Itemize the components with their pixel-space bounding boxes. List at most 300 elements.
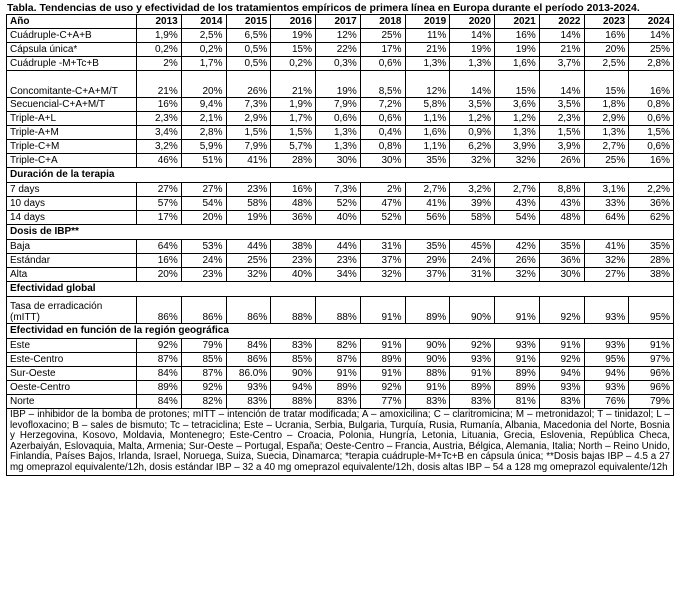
row-value: 35% [539, 240, 584, 254]
row-value: 40% [316, 211, 361, 225]
header-year-label: Año [7, 15, 137, 29]
row-label: Triple-A+L [7, 112, 137, 126]
row-value: 54% [181, 197, 226, 211]
header-year: 2020 [450, 15, 495, 29]
row-value: 87% [316, 353, 361, 367]
table-row [7, 98, 674, 112]
footnote-row [7, 409, 674, 476]
row-value: 20% [181, 71, 226, 98]
row-value: 57% [137, 197, 182, 211]
row-value: 48% [271, 197, 316, 211]
row-label: Norte [7, 395, 137, 409]
row-value: 21% [137, 71, 182, 98]
table-row [7, 197, 674, 211]
row-value: 31% [450, 268, 495, 282]
row-value: 1,2% [450, 112, 495, 126]
row-value: 38% [271, 240, 316, 254]
row-value: 2% [360, 183, 405, 197]
table-row [7, 71, 674, 98]
row-value: 2,7% [584, 140, 629, 154]
row-value: 25% [584, 154, 629, 168]
header-year: 2023 [584, 15, 629, 29]
row-value: 86% [226, 297, 271, 324]
row-value: 1,6% [405, 126, 450, 140]
row-value: 2,8% [629, 57, 674, 71]
row-value: 0,6% [360, 57, 405, 71]
row-value: 94% [271, 381, 316, 395]
row-value: 94% [539, 367, 584, 381]
row-label: Este-Centro [7, 353, 137, 367]
row-value: 42% [495, 240, 540, 254]
row-value: 3,7% [539, 57, 584, 71]
row-value: 27% [584, 268, 629, 282]
row-label: Alta [7, 268, 137, 282]
header-year: 2016 [271, 15, 316, 29]
row-value: 14% [539, 29, 584, 43]
row-value: 0,5% [226, 43, 271, 57]
row-value: 12% [405, 71, 450, 98]
row-value: 86% [226, 353, 271, 367]
row-label: 14 days [7, 211, 137, 225]
footnote-text: IBP – inhibidor de la bomba de protones; mITT – intención de tratar modificada; A – amoxicilina; C – claritromicina; M – metronidazol; T – tinidazol; L – levofloxacino; B – sales de bismuto; Tc – tetraciclina; Este – Ucrania, Serbia, Bulgaria, Turquía, Rusia, Rumanía, Albania, Macedonia del Norte, Bosnia y Herzegovina, Kosovo, Moldavia, Montenegro; Este-Centro – Croacia, Polonia, Hungría, Letonia, Lituania, Grecia, Eslovenia, República Checa, Azerbaiyán, Eslovaquia, Malta, Armenia; Sur-Oeste – Portugal, España; Oeste-Centro – Francia, Austria, Bélgica, Alemania, Italia; North – Reino Unido, Finlandia, Países Bajos, Irlanda, Israel, Noruega, Suiza, Suecia, Dinamarca; *terapia cuádruple-M+Tc+B en cápsula única; **Dosis bajas IBP – 4.5 a 27 mg omeprazol equivalente/12h, dosis estándar IBP – 32 a 40 mg omeprazol equivalente/12h, dosis altas IBP – 54 a 128 mg omeprazol equivalente/12h [7, 409, 674, 476]
section-header-row [7, 225, 674, 240]
header-year: 2018 [360, 15, 405, 29]
row-label: Este [7, 339, 137, 353]
section-header-row [7, 168, 674, 183]
row-value: 2,3% [539, 112, 584, 126]
row-value: 45% [450, 240, 495, 254]
row-value: 32% [226, 268, 271, 282]
row-value: 14% [629, 29, 674, 43]
row-label: Oeste-Centro [7, 381, 137, 395]
section-title: Dosis de IBP** [7, 225, 674, 240]
row-value: 79% [181, 339, 226, 353]
row-value: 7,3% [316, 183, 361, 197]
row-value: 92% [137, 339, 182, 353]
row-value: 1,1% [405, 112, 450, 126]
row-value: 19% [271, 29, 316, 43]
row-value: 83% [226, 395, 271, 409]
row-label: Triple-C+A [7, 154, 137, 168]
row-value: 7,9% [226, 140, 271, 154]
row-value: 88% [271, 297, 316, 324]
row-value: 30% [316, 154, 361, 168]
row-value: 3,9% [495, 140, 540, 154]
row-value: 84% [137, 395, 182, 409]
row-value: 2,5% [584, 57, 629, 71]
table-row [7, 297, 674, 324]
row-value: 16% [137, 254, 182, 268]
row-value: 5,9% [181, 140, 226, 154]
row-value: 3,5% [539, 98, 584, 112]
row-value: 51% [181, 154, 226, 168]
row-value: 83% [450, 395, 495, 409]
row-label: Tasa de erradicación (mITT) [7, 297, 137, 324]
row-value: 38% [629, 268, 674, 282]
row-value: 91% [629, 339, 674, 353]
table-row [7, 154, 674, 168]
row-value: 14% [450, 71, 495, 98]
row-value: 26% [495, 254, 540, 268]
row-value: 0,4% [360, 126, 405, 140]
row-value: 17% [137, 211, 182, 225]
row-value: 1,3% [405, 57, 450, 71]
row-value: 1,9% [137, 29, 182, 43]
row-value: 64% [137, 240, 182, 254]
row-value: 27% [137, 183, 182, 197]
row-value: 52% [316, 197, 361, 211]
row-value: 84% [137, 367, 182, 381]
row-value: 9,4% [181, 98, 226, 112]
row-value: 85% [271, 353, 316, 367]
row-value: 96% [629, 367, 674, 381]
row-value: 0,2% [181, 43, 226, 57]
row-value: 89% [495, 367, 540, 381]
table-row [7, 183, 674, 197]
row-value: 30% [539, 268, 584, 282]
row-value: 1,5% [629, 126, 674, 140]
row-value: 23% [271, 254, 316, 268]
row-value: 20% [137, 268, 182, 282]
row-value: 58% [226, 197, 271, 211]
row-value: 0,5% [226, 57, 271, 71]
row-value: 79% [629, 395, 674, 409]
row-value: 1,3% [450, 57, 495, 71]
header-year: 2019 [405, 15, 450, 29]
row-value: 92% [450, 339, 495, 353]
table-row [7, 395, 674, 409]
row-value: 5,8% [405, 98, 450, 112]
row-value: 23% [181, 268, 226, 282]
table-row [7, 268, 674, 282]
row-value: 48% [539, 211, 584, 225]
row-value: 35% [405, 154, 450, 168]
row-value: 39% [450, 197, 495, 211]
row-value: 91% [539, 339, 584, 353]
row-value: 43% [495, 197, 540, 211]
row-value: 86% [181, 297, 226, 324]
row-value: 91% [360, 297, 405, 324]
row-value: 20% [181, 211, 226, 225]
row-value: 36% [271, 211, 316, 225]
row-value: 32% [584, 254, 629, 268]
header-year: 2015 [226, 15, 271, 29]
row-value: 1,1% [405, 140, 450, 154]
row-value: 7,9% [316, 98, 361, 112]
row-value: 0,8% [629, 98, 674, 112]
row-value: 2% [137, 57, 182, 71]
row-value: 58% [450, 211, 495, 225]
row-value: 76% [584, 395, 629, 409]
row-value: 32% [450, 154, 495, 168]
row-value: 41% [226, 154, 271, 168]
row-value: 84% [226, 339, 271, 353]
row-value: 83% [539, 395, 584, 409]
row-value: 17% [360, 43, 405, 57]
row-value: 97% [629, 353, 674, 367]
row-value: 15% [271, 43, 316, 57]
row-value: 88% [271, 395, 316, 409]
row-label: Estándar [7, 254, 137, 268]
row-value: 85% [181, 353, 226, 367]
row-value: 25% [629, 43, 674, 57]
row-label: Concomitante-C+A+M/T [7, 71, 137, 98]
row-value: 16% [495, 29, 540, 43]
row-value: 89% [137, 381, 182, 395]
row-value: 8,5% [360, 71, 405, 98]
row-value: 7,2% [360, 98, 405, 112]
table-caption: Tabla. Tendencias de uso y efectividad de los tratamientos empíricos de primera línea en Europa durante el período 2013-2024. [7, 2, 640, 14]
table-row [7, 211, 674, 225]
row-value: 44% [316, 240, 361, 254]
row-value: 89% [360, 353, 405, 367]
row-value: 44% [226, 240, 271, 254]
row-label: Triple-C+M [7, 140, 137, 154]
table-row [7, 381, 674, 395]
row-value: 37% [405, 268, 450, 282]
row-value: 26% [539, 154, 584, 168]
row-value: 92% [539, 353, 584, 367]
row-value: 92% [181, 381, 226, 395]
row-label: Baja [7, 240, 137, 254]
row-value: 1,3% [584, 126, 629, 140]
row-value: 8,8% [539, 183, 584, 197]
row-value: 3,2% [450, 183, 495, 197]
row-label: 10 days [7, 197, 137, 211]
table-row [7, 126, 674, 140]
row-value: 86% [137, 297, 182, 324]
row-value: 1,7% [271, 112, 316, 126]
row-value: 15% [584, 71, 629, 98]
row-value: 29% [405, 254, 450, 268]
row-value: 1,9% [271, 98, 316, 112]
section-title: Efectividad en función de la región geográfica [7, 324, 674, 339]
row-value: 86.0% [226, 367, 271, 381]
row-value: 0,6% [629, 112, 674, 126]
row-value: 93% [584, 297, 629, 324]
row-value: 1,5% [226, 126, 271, 140]
section-header-row [7, 324, 674, 339]
row-value: 16% [629, 71, 674, 98]
row-value: 5,7% [271, 140, 316, 154]
row-value: 93% [495, 339, 540, 353]
header-year: 2021 [495, 15, 540, 29]
row-value: 33% [584, 197, 629, 211]
row-value: 37% [360, 254, 405, 268]
row-value: 23% [316, 254, 361, 268]
row-value: 1,3% [316, 140, 361, 154]
row-value: 32% [495, 154, 540, 168]
row-value: 91% [405, 381, 450, 395]
row-value: 28% [629, 254, 674, 268]
row-value: 3,6% [495, 98, 540, 112]
table-row [7, 367, 674, 381]
row-label: 7 days [7, 183, 137, 197]
row-value: 93% [450, 353, 495, 367]
row-value: 2,7% [405, 183, 450, 197]
row-value: 83% [405, 395, 450, 409]
row-value: 46% [137, 154, 182, 168]
row-value: 32% [495, 268, 540, 282]
header-year: 2022 [539, 15, 584, 29]
row-value: 2,9% [226, 112, 271, 126]
row-value: 90% [405, 353, 450, 367]
row-value: 1,3% [495, 126, 540, 140]
row-value: 94% [584, 367, 629, 381]
row-value: 22% [316, 43, 361, 57]
row-value: 32% [360, 268, 405, 282]
row-value: 0,2% [137, 43, 182, 57]
row-value: 90% [271, 367, 316, 381]
row-value: 6,2% [450, 140, 495, 154]
row-value: 2,7% [495, 183, 540, 197]
row-value: 1,6% [495, 57, 540, 71]
row-value: 41% [405, 197, 450, 211]
row-value: 47% [360, 197, 405, 211]
row-value: 23% [226, 183, 271, 197]
section-header-row [7, 282, 674, 297]
row-value: 96% [629, 381, 674, 395]
row-value: 0,8% [360, 140, 405, 154]
row-value: 12% [316, 29, 361, 43]
row-value: 92% [360, 381, 405, 395]
row-value: 91% [450, 367, 495, 381]
header-year: 2013 [137, 15, 182, 29]
row-value: 14% [450, 29, 495, 43]
row-value: 93% [584, 381, 629, 395]
row-value: 95% [629, 297, 674, 324]
row-value: 3,4% [137, 126, 182, 140]
row-value: 89% [495, 381, 540, 395]
row-value: 91% [360, 339, 405, 353]
row-value: 30% [360, 154, 405, 168]
row-value: 89% [450, 381, 495, 395]
row-value: 89% [316, 381, 361, 395]
row-value: 82% [181, 395, 226, 409]
table-body [7, 15, 674, 476]
row-value: 25% [226, 254, 271, 268]
row-value: 91% [495, 297, 540, 324]
row-value: 16% [271, 183, 316, 197]
row-value: 89% [405, 297, 450, 324]
row-value: 26% [226, 71, 271, 98]
row-value: 1,7% [181, 57, 226, 71]
row-value: 36% [539, 254, 584, 268]
row-value: 6,5% [226, 29, 271, 43]
row-value: 0,2% [271, 57, 316, 71]
row-value: 0,9% [450, 126, 495, 140]
data-table [6, 14, 674, 476]
row-value: 92% [539, 297, 584, 324]
row-value: 88% [405, 367, 450, 381]
row-value: 24% [181, 254, 226, 268]
row-value: 19% [316, 71, 361, 98]
row-value: 53% [181, 240, 226, 254]
table-row [7, 29, 674, 43]
row-value: 3,5% [450, 98, 495, 112]
row-value: 19% [450, 43, 495, 57]
row-label: Secuencial-C+A+M/T [7, 98, 137, 112]
row-value: 83% [271, 339, 316, 353]
row-value: 16% [137, 98, 182, 112]
row-value: 20% [584, 43, 629, 57]
row-value: 3,9% [539, 140, 584, 154]
row-value: 14% [539, 71, 584, 98]
header-year: 2017 [316, 15, 361, 29]
row-value: 36% [629, 197, 674, 211]
row-value: 34% [316, 268, 361, 282]
row-value: 91% [360, 367, 405, 381]
row-value: 16% [629, 154, 674, 168]
row-value: 3,1% [584, 183, 629, 197]
row-value: 52% [360, 211, 405, 225]
row-value: 2,8% [181, 126, 226, 140]
row-value: 93% [539, 381, 584, 395]
row-value: 91% [495, 353, 540, 367]
row-value: 87% [137, 353, 182, 367]
row-value: 77% [360, 395, 405, 409]
row-label: Triple-A+M [7, 126, 137, 140]
row-value: 90% [405, 339, 450, 353]
row-value: 82% [316, 339, 361, 353]
row-value: 27% [181, 183, 226, 197]
row-value: 31% [360, 240, 405, 254]
row-label: Sur-Oeste [7, 367, 137, 381]
row-value: 43% [539, 197, 584, 211]
table-row [7, 339, 674, 353]
row-value: 21% [405, 43, 450, 57]
row-value: 21% [271, 71, 316, 98]
row-value: 87% [181, 367, 226, 381]
table-row [7, 43, 674, 57]
header-year: 2024 [629, 15, 674, 29]
row-value: 25% [360, 29, 405, 43]
section-title: Efectividad global [7, 282, 674, 297]
row-value: 19% [495, 43, 540, 57]
row-value: 1,3% [316, 126, 361, 140]
row-value: 62% [629, 211, 674, 225]
row-value: 40% [271, 268, 316, 282]
row-value: 35% [629, 240, 674, 254]
row-value: 2,2% [629, 183, 674, 197]
row-value: 93% [584, 339, 629, 353]
row-value: 2,3% [137, 112, 182, 126]
row-value: 1,2% [495, 112, 540, 126]
row-value: 0,6% [316, 112, 361, 126]
row-value: 2,1% [181, 112, 226, 126]
table-row [7, 240, 674, 254]
row-value: 91% [316, 367, 361, 381]
header-year: 2014 [181, 15, 226, 29]
row-value: 1,5% [271, 126, 316, 140]
row-value: 56% [405, 211, 450, 225]
row-value: 81% [495, 395, 540, 409]
row-label: Cuádruple -M+Tc+B [7, 57, 137, 71]
row-value: 24% [450, 254, 495, 268]
row-value: 0,6% [629, 140, 674, 154]
row-value: 7,3% [226, 98, 271, 112]
row-value: 2,5% [181, 29, 226, 43]
row-value: 1,5% [539, 126, 584, 140]
row-value: 90% [450, 297, 495, 324]
table-container [6, 2, 674, 476]
row-value: 93% [226, 381, 271, 395]
row-value: 19% [226, 211, 271, 225]
row-value: 83% [316, 395, 361, 409]
section-title: Duración de la terapia [7, 168, 674, 183]
table-row [7, 353, 674, 367]
row-value: 2,9% [584, 112, 629, 126]
